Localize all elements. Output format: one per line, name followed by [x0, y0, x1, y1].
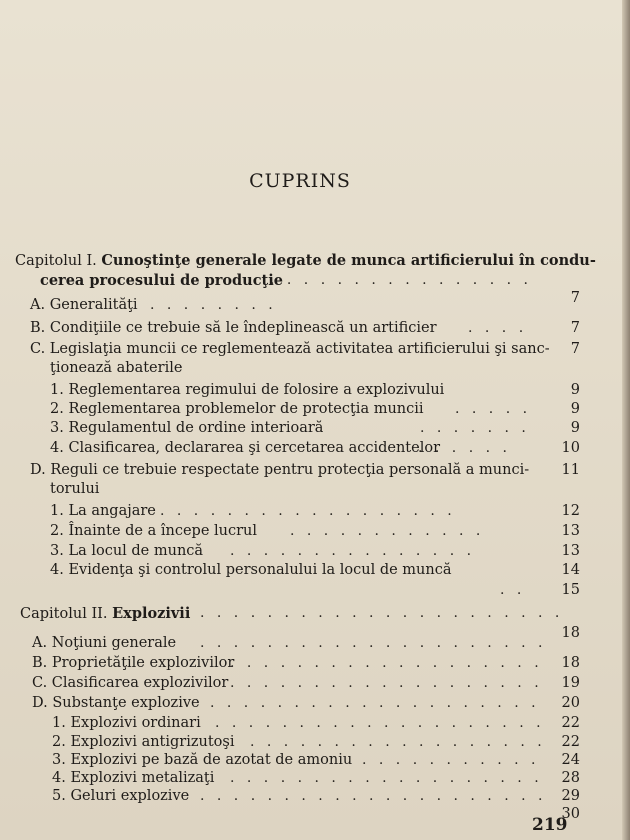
leader-dots: . . . . . . .	[420, 420, 530, 436]
toc-page: 24	[561, 752, 580, 768]
chapter-1-label: Capitolul I.	[15, 253, 97, 269]
toc-page: 18	[561, 655, 580, 671]
toc-page: 13	[561, 523, 580, 539]
toc-page: 22	[561, 734, 580, 750]
toc-subentry: 1. La angajare	[50, 503, 156, 519]
leader-dots: . . . . . . . . . . . . . . . . . .	[250, 734, 546, 750]
toc-subentry: 4. Explozivi metalizaţi	[52, 770, 215, 786]
toc-page: 15	[561, 582, 580, 598]
chapter-1-title-line1: Cunoştinţe generale legate de munca artificierului în condu-	[101, 252, 596, 269]
chapter-1-page: 7	[570, 290, 580, 306]
page-title: CUPRINS	[249, 170, 351, 192]
toc-page: 13	[561, 543, 580, 559]
toc-page: 10	[561, 440, 580, 456]
toc-entry-cont: torului	[50, 481, 100, 497]
toc-page: 20	[561, 695, 580, 711]
leader-dots: . . . . . . . . . . . . . . . . . . .	[230, 675, 543, 691]
leader-dots: . . . . . .	[418, 440, 511, 456]
chapter-2-heading	[20, 605, 190, 622]
toc-page: 22	[561, 715, 580, 731]
toc-page: 19	[561, 675, 580, 691]
chapter-1-heading	[15, 252, 596, 269]
leader-dots: . . . . . . . . . . . . . . . . . . .	[230, 655, 543, 671]
page-edge-shadow	[622, 0, 630, 840]
toc-page: 9	[570, 382, 580, 398]
toc-page: 14	[561, 562, 580, 578]
toc-subentry: 3. Explozivi pe bază de azotat de amoniu	[52, 752, 353, 768]
leader-dots: . . . . . . . .	[150, 297, 277, 313]
leader-dots: . . . . . . . . . . .	[362, 752, 540, 768]
toc-entry: B. Proprietăţile explozivilor	[32, 655, 235, 671]
toc-subentry: 3. Regulamentul de ordine interioară	[50, 420, 324, 436]
chapter-2-page: 18	[561, 625, 580, 641]
leader-dots: . . . .	[468, 320, 528, 336]
toc-page: 12	[561, 503, 580, 519]
leader-dots: . . . . . . . . . . . . . . . . . . . . .	[200, 635, 547, 651]
leader-dots: . . . . . . . . . . . . . . . .	[270, 272, 532, 288]
toc-subentry: 4. Clasificarea, declararea şi cercetarea accidentelor	[50, 440, 441, 456]
leader-dots: . . . . . . . . . . . . . . . . . . . .	[210, 695, 540, 711]
leader-dots: . . . . .	[455, 401, 532, 417]
chapter-2-label: Capitolul II.	[20, 606, 108, 622]
leader-dots: . .	[500, 582, 526, 598]
toc-entry: A. Generalităţi	[30, 297, 138, 313]
toc-entry: C. Clasificarea explozivilor	[32, 675, 229, 691]
chapter-1-title-line2: cerea procesului de producţie	[40, 272, 283, 289]
toc-page: 11	[561, 462, 580, 478]
page-number: 219	[532, 815, 568, 835]
toc-subentry: 2. Explozivi antigrizutoşi	[52, 734, 235, 750]
leader-dots: . . . . . . . . . . . . . . . . . . . .	[215, 715, 545, 731]
toc-subentry: 2. Înainte de a începe lucrul	[50, 523, 258, 539]
leader-dots: . . . . . . . . . . . . . . . . . .	[160, 503, 456, 519]
chapter-2-title: Explozivii	[112, 605, 191, 622]
chapter-1-heading-cont	[40, 272, 283, 289]
toc-entry: B. Condiţiile ce trebuie să le îndeplinească un artificier	[30, 320, 437, 336]
toc-page: 9	[570, 401, 580, 417]
toc-entry: D. Reguli ce trebuie respectate pentru protecţia personală a munci-	[30, 462, 530, 478]
toc-subentry: 1. Explozivi ordinari	[52, 715, 201, 731]
leader-dots: . . . . . . . . . . . . . . . . . . . . . .	[200, 605, 564, 621]
leader-dots: . . . . . . . . . . . . . . .	[230, 543, 476, 559]
toc-page: 9	[570, 420, 580, 436]
toc-entry: A. Noţiuni generale	[32, 635, 177, 651]
toc-page: 7	[570, 341, 580, 357]
toc-page: 28	[561, 770, 580, 786]
toc-subentry: 5. Geluri explozive	[52, 788, 190, 804]
toc-subentry: 2. Reglementarea problemelor de protecţia muncii	[50, 401, 424, 417]
toc-page: 30	[561, 806, 580, 822]
toc-page: 29	[561, 788, 580, 804]
toc-entry: D. Substanţe explozive	[32, 695, 200, 711]
toc-subentry: 3. La locul de muncă	[50, 543, 204, 559]
leader-dots: . . . . . . . . . . . . . . . . . . . . .	[200, 788, 547, 804]
leader-dots: . . . . . . . . . . . .	[290, 523, 485, 539]
toc-subentry: 4. Evidenţa şi controlul personalului la locul de muncă	[50, 562, 452, 578]
toc-page: 7	[570, 320, 580, 336]
toc-subentry: 1. Reglementarea regimului de folosire a explozivului	[50, 382, 445, 398]
toc-entry: C. Legislaţia muncii ce reglementează activitatea artificierului şi sanc-	[30, 341, 550, 357]
leader-dots: . . . . . . . . . . . . . . . . . . .	[230, 770, 543, 786]
toc-entry-cont: ţionează abaterile	[50, 360, 183, 376]
